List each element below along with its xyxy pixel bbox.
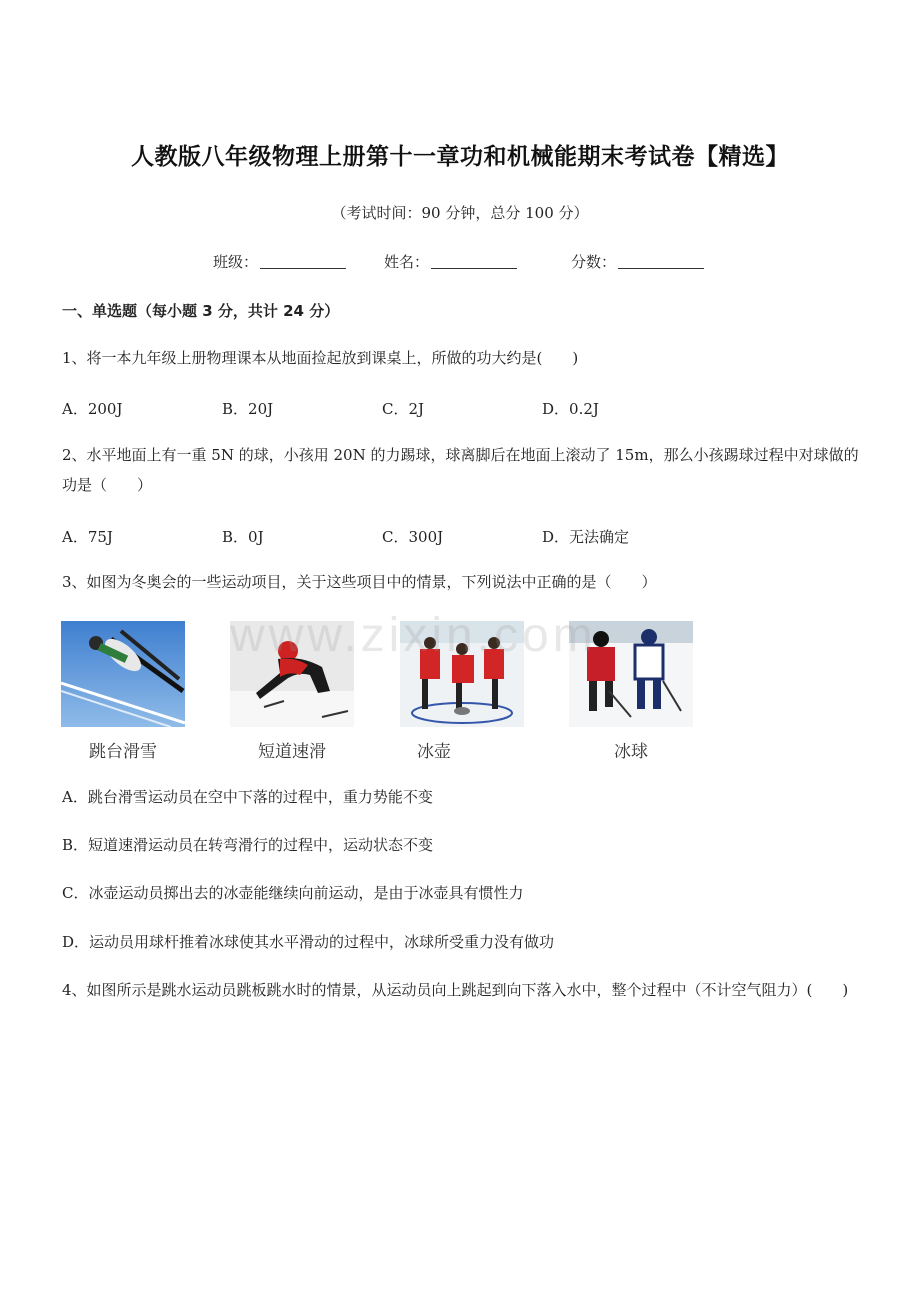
- question-2: 2、水平地面上有一重 5N 的球，小孩用 20N 的力踢球，球离脚后在地面上滚动了 15m，那么小孩踢球过程中对球做的功是（ ）: [62, 446, 859, 494]
- class-blank[interactable]: [260, 254, 346, 269]
- name-label: 姓名：: [384, 253, 430, 271]
- exam-title: 人教版八年级物理上册第十一章功和机械能期末考试卷【精选】: [131, 144, 789, 170]
- q1-option-b[interactable]: B．20J: [222, 400, 274, 418]
- q2-option-b[interactable]: B．0J: [222, 528, 264, 546]
- class-label: 班级：: [213, 253, 259, 271]
- score-field[interactable]: [571, 251, 704, 272]
- q2-option-a[interactable]: A．75J: [62, 528, 113, 546]
- name-field[interactable]: [384, 251, 517, 272]
- q3-option-b[interactable]: B．短道速滑运动员在转弯滑行的过程中，运动状态不变: [62, 836, 434, 854]
- exam-subtitle: （考试时间：90 分钟，总分 100 分）: [331, 204, 589, 222]
- section-heading: 一、单选题（每小题 3 分，共计 24 分）: [62, 302, 340, 320]
- question-4: 4、如图所示是跳水运动员跳板跳水时的情景，从运动员向上跳起到向下落入水中，整个过程中（不计空气阻力）( ): [62, 981, 849, 999]
- score-label: 分数：: [571, 253, 617, 271]
- q3-option-a[interactable]: A．跳台滑雪运动员在空中下落的过程中，重力势能不变: [62, 788, 433, 806]
- question-3: 3、如图为冬奥会的一些运动项目，关于这些项目中的情景，下列说法中正确的是（ ）: [62, 573, 657, 591]
- score-blank[interactable]: [618, 254, 704, 269]
- ski-jumping-image: [61, 621, 185, 727]
- q1-option-d[interactable]: D．0.2J: [542, 400, 599, 418]
- q2-option-d[interactable]: D．无法确定: [542, 528, 630, 546]
- name-blank[interactable]: [431, 254, 517, 269]
- caption-short-track: 短道速滑: [258, 742, 326, 762]
- q2-option-c[interactable]: C．300J: [382, 528, 444, 546]
- class-field[interactable]: [213, 251, 346, 272]
- q3-option-c[interactable]: C．冰壶运动员掷出去的冰壶能继续向前运动，是由于冰壶具有惯性力: [62, 884, 524, 902]
- caption-curling: 冰壶: [417, 742, 451, 762]
- watermark: www.zixin.com: [230, 609, 597, 662]
- q3-option-d[interactable]: D．运动员用球杆推着冰球使其水平滑动的过程中，冰球所受重力没有做功: [62, 933, 555, 951]
- caption-ice-hockey: 冰球: [614, 742, 648, 762]
- q1-option-c[interactable]: C．2J: [382, 400, 425, 418]
- q1-option-a[interactable]: A．200J: [62, 400, 123, 418]
- caption-ski-jumping: 跳台滑雪: [89, 742, 157, 762]
- question-1: 1、将一本九年级上册物理课本从地面捡起放到课桌上，所做的功大约是( ): [62, 349, 579, 367]
